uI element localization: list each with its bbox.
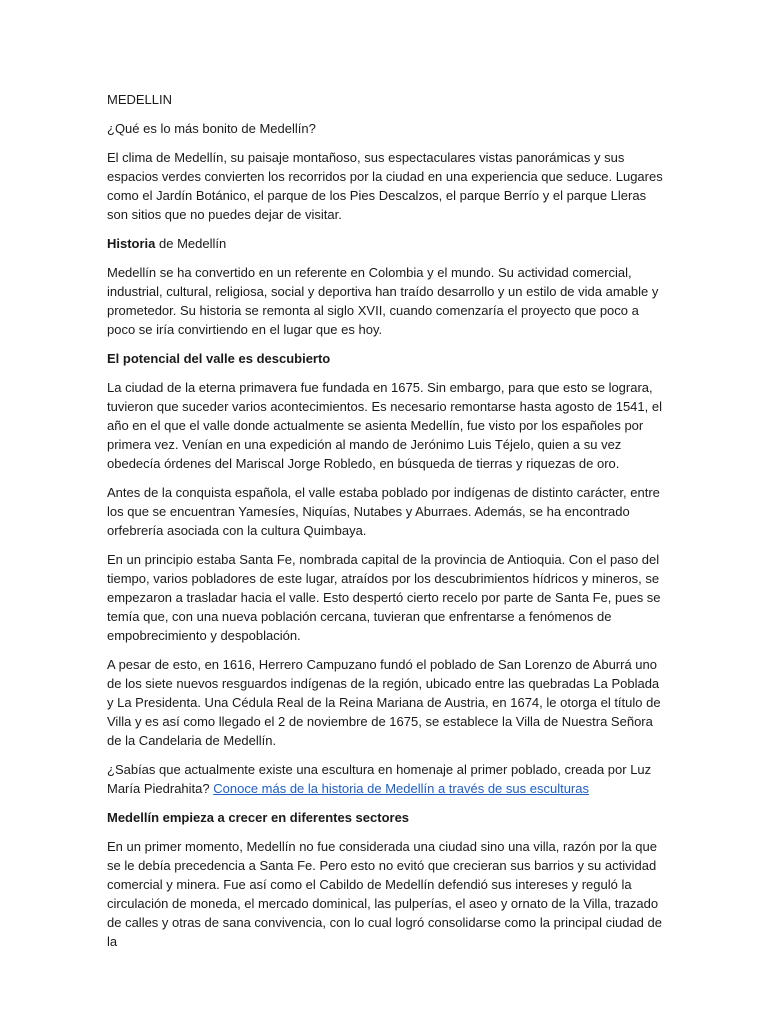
section2-paragraph-1: En un primer momento, Medellín no fue considerada una ciudad sino una villa, razón por la que se le debía precedencia a Santa Fe. Pero esto no evitó que crecieran sus barrios y su actividad comercial y minera. Fue así como el Cabildo de Medellín defendió sus intereses y reguló la circulación de moneda, el mercado dominical, las pulperías, el aseo y ornato de la Villa, trazado de calles y otras de sana convivencia, con lo cual logró consolidarse como la principal ciudad de la — [107, 839, 662, 949]
intro-paragraph: El clima de Medellín, su paisaje montañoso, sus espectaculares vistas panorámicas y sus espacios verdes convierten los recorridos por la ciudad en una experiencia que seduce. Lugares como el Jardín Botánico, el parque de los Pies Descalzos, el parque Berrío y el parque Lleras son sitios que no puedes dejar de visitar. — [107, 150, 663, 222]
question-line: ¿Qué es lo más bonito de Medellín? — [107, 121, 316, 136]
sculpture-question: ¿Sabías que actualmente existe una escultura en homenaje al primer poblado, creada por Luz María Piedrahita? — [107, 762, 652, 796]
section1-heading: El potencial del valle es descubierto — [107, 351, 331, 366]
section1-paragraph-4: A pesar de esto, en 1616, Herrero Campuzano fundó el poblado de San Lorenzo de Aburrá uno de los siete nuevos resguardos indígenas de la región, ubicado entre las quebradas La Poblada y La Presidenta. Una Cédula Real de la Reina Mariana de Austria, en 1674, le otorga el título de Villa y es así como llegado el 2 de noviembre de 1675, se establece la Villa de Nuestra Señora de la Candelaria de Medellín. — [107, 657, 661, 748]
section1-paragraph-5 — [107, 760, 663, 798]
section1-paragraph-1: La ciudad de la eterna primavera fue fundada en 1675. Sin embargo, para que esto se lograra, tuvieron que suceder varios acontecimientos. Es necesario remontarse hasta agosto de 1541, el año en el que el valle donde actualmente se asienta Medellín, fue visto por los españoles por primera vez. Venían en una expedición al mando de Jerónimo Luis Téjelo, quien a su vez obedecía órdenes del Mariscal Jorge Robledo, en búsqueda de tierras y riquezas de oro. — [107, 380, 662, 471]
section1-paragraph-3: En un principio estaba Santa Fe, nombrada capital de la provincia de Antioquia. Con el paso del tiempo, varios pobladores de este lugar, atraídos por los descubrimientos hídricos y mineros, se empezaron a trasladar hacia el valle. Esto despertó cierto recelo por parte de Santa Fe, pues se temía que, con una nueva población cercana, tuvieran que enfrentarse a fenómenos de empobrecimiento y despoblación. — [107, 552, 661, 643]
sculptures-history-link[interactable]: Conoce más de la historia de Medellín a través de sus esculturas — [213, 781, 589, 796]
history-heading-rest: de Medellín — [155, 236, 227, 251]
document-page — [107, 90, 663, 961]
history-heading — [107, 234, 663, 253]
document-title: MEDELLIN — [107, 92, 173, 107]
history-paragraph: Medellín se ha convertido en un referente en Colombia y el mundo. Su actividad comercial, industrial, cultural, religiosa, social y deportiva han traído desarrollo y un estilo de vida amable y prometedor. Su historia se remonta al siglo XVII, cuando comenzaría el proyecto que poco a poco se iría convirtiendo en el lugar que es hoy. — [107, 265, 659, 337]
section2-heading: Medellín empieza a crecer en diferentes sectores — [107, 810, 410, 825]
section1-paragraph-2: Antes de la conquista española, el valle estaba poblado por indígenas de distinto carácter, entre los que se encuentran Yamesíes, Niquías, Nutabes y Aburraes. Además, se ha encontrado orfebrería asociada con la cultura Quimbaya. — [107, 485, 660, 538]
history-heading-bold: Historia — [107, 236, 156, 251]
